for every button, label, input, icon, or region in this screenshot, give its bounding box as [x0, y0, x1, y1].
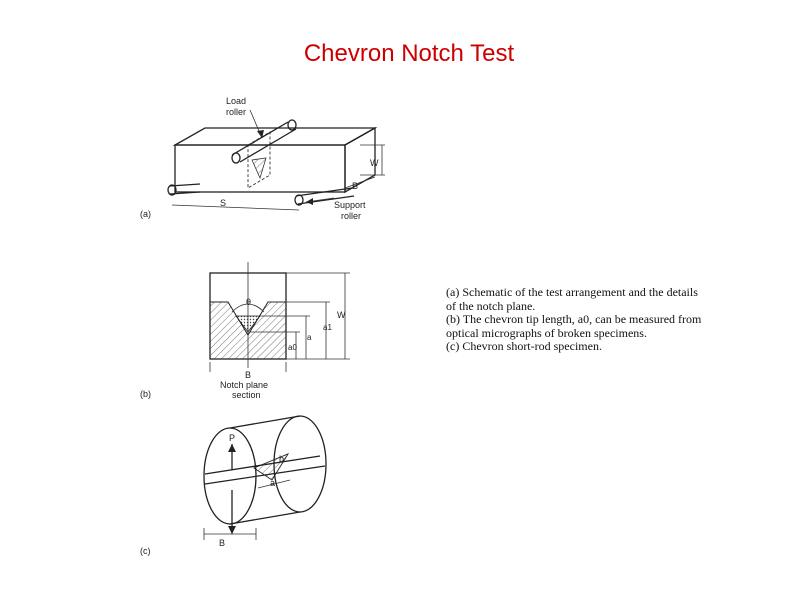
load-label: P: [229, 433, 236, 443]
figure-b-notch-section: [140, 262, 350, 400]
b-label: b: [279, 454, 285, 464]
thickness-label-c: B: [219, 538, 226, 548]
slide-title: Chevron Notch Test: [303, 40, 515, 67]
span-dimension: [172, 205, 299, 210]
support-roller-label: roller: [341, 211, 362, 221]
caption-line: (b) The chevron tip length, a0, can be measured from: [446, 312, 702, 326]
a0-label: a0: [288, 343, 297, 352]
beam-top-face: [175, 128, 375, 145]
load-roller-label: roller: [226, 107, 247, 117]
figure-a-bend-specimen: [140, 96, 385, 221]
panel-label-c: (c): [140, 546, 151, 556]
panel-label-a: (a): [140, 209, 151, 219]
load-roller-label: Load: [226, 96, 247, 106]
a-label: a: [307, 333, 312, 342]
section-label: Notch plane: [220, 380, 269, 390]
width-label: W: [370, 158, 379, 168]
thickness-label-b: B: [245, 370, 252, 380]
caption-line: (c) Chevron short-rod specimen.: [446, 339, 602, 353]
span-label: S: [220, 198, 227, 208]
caption-line: (a) Schematic of the test arrangement and the details: [446, 285, 698, 299]
section-label: section: [232, 390, 261, 400]
width-label-b: W: [337, 310, 346, 320]
thickness-dimension: [345, 177, 375, 188]
support-roller-label: Support: [334, 200, 366, 210]
thickness-label: B: [352, 181, 359, 191]
panel-label-b: (b): [140, 389, 151, 399]
angle-label: θ: [246, 297, 252, 307]
caption-line: of the notch plane.: [446, 298, 536, 313]
a-label-c: a: [270, 478, 276, 488]
caption-line: optical micrographs of broken specimens.: [446, 325, 647, 340]
a1-label: a1: [323, 323, 332, 332]
chevron-notch: [252, 158, 266, 178]
figure-c-short-rod: [140, 416, 326, 556]
